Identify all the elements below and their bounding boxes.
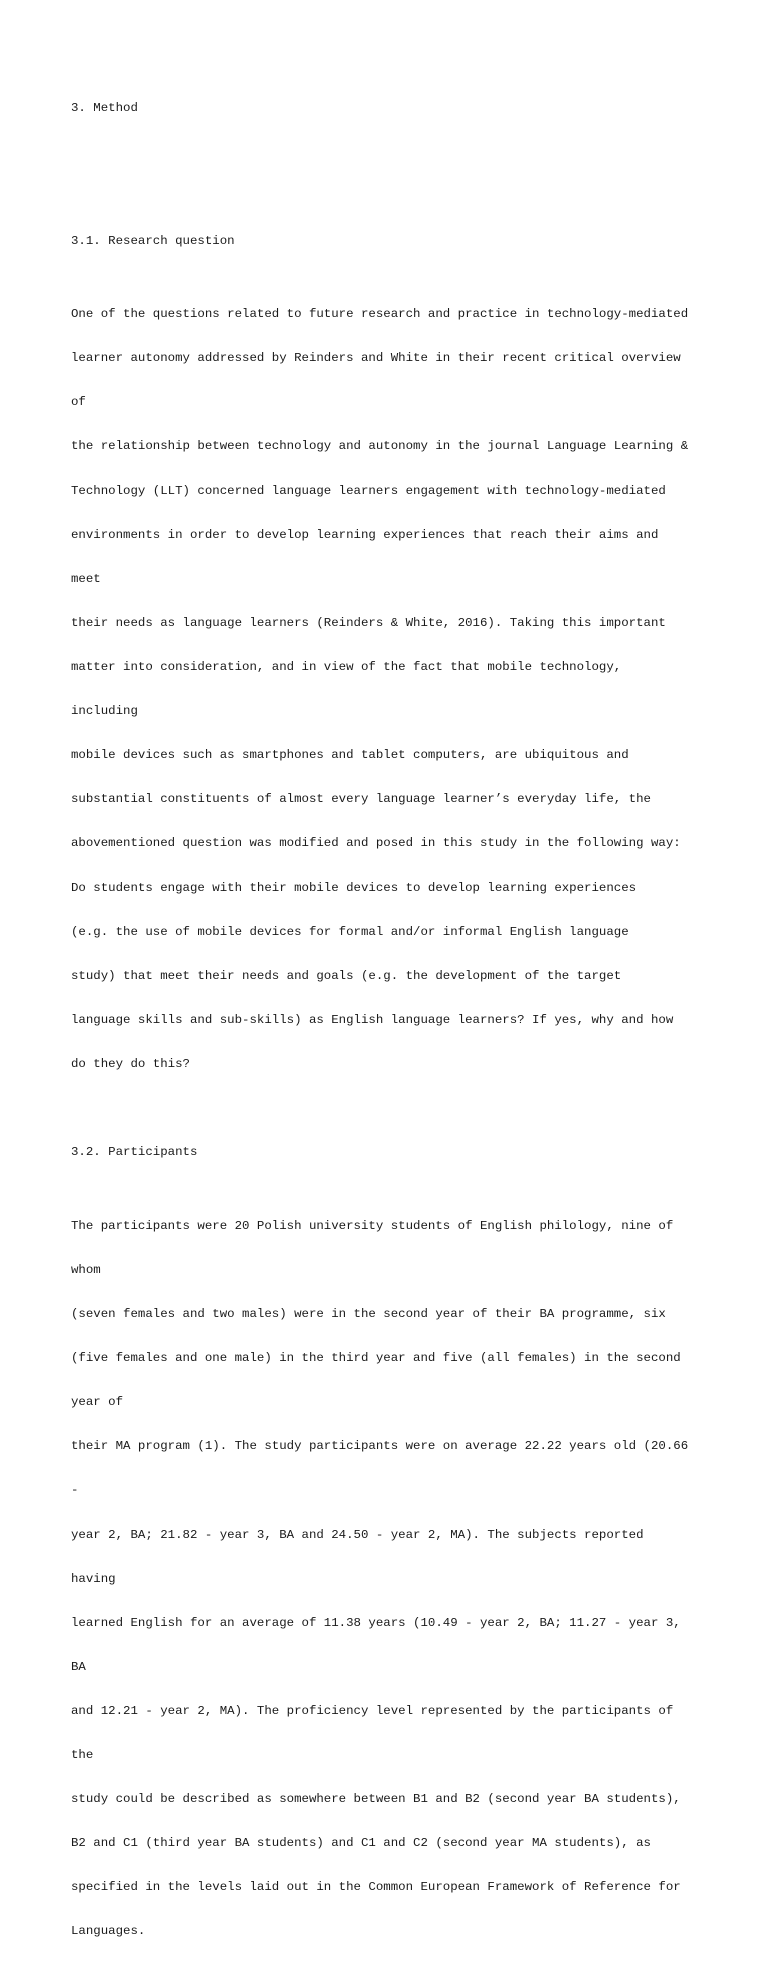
paragraph-line: Do students engage with their mobile devices to develop learning experiences [71, 880, 637, 895]
paragraph-line: year of [71, 1395, 124, 1410]
paragraph-line: substantial constituents of almost every language learner’s everyday life, the [71, 792, 651, 807]
paragraph-line: and 12.21 - year 2, MA). The proficiency level represented by the participants of [71, 1703, 674, 1718]
paragraph-line: including [71, 704, 138, 719]
section-spacer [71, 146, 711, 190]
subsection-2-title: 3.2. Participants [71, 1145, 198, 1160]
subsection-1-title: 3.1. Research question [71, 233, 235, 248]
paragraph-line: learner autonomy addressed by Reinders and White in their recent critical overview [71, 351, 681, 366]
paragraph-line: mobile devices such as smartphones and tablet computers, are ubiquitous and [71, 748, 629, 763]
paragraph-line: learned English for an average of 11.38 years (10.49 - year 2, BA; 11.27 - year 3, [71, 1615, 681, 1630]
paragraph-line: the [71, 1748, 94, 1763]
paragraph-line: do they do this? [71, 1057, 190, 1071]
paragraph-line: study could be described as somewhere between B1 and B2 (second year BA students), [71, 1792, 681, 1807]
subsection-2-body [71, 1189, 711, 1968]
paragraph-line: matter into consideration, and in view of the fact that mobile technology, [71, 660, 622, 675]
paragraph-line: (five females and one male) in the third year and five (all females) in the second [71, 1351, 681, 1366]
paragraph-line: abovementioned question was modified and posed in this study in the following way: [71, 836, 681, 851]
subsection-1-body [71, 278, 711, 1101]
paragraph-line: - [71, 1483, 79, 1498]
paragraph-line: B2 and C1 (third year BA students) and C1 and C2 (second year MA students), as [71, 1836, 651, 1851]
paragraph-line: The participants were 20 Polish university students of English philology, nine of [71, 1218, 674, 1233]
paragraph-line: having [71, 1571, 116, 1586]
paragraph-line: specified in the levels laid out in the Common European Framework of Reference for [71, 1880, 681, 1895]
paragraph-line: environments in order to develop learning experiences that reach their aims and [71, 527, 659, 542]
document-page [71, 72, 711, 1983]
paragraph-line: their needs as language learners (Reinders & White, 2016). Taking this important [71, 615, 666, 630]
section-title: 3. Method [71, 101, 138, 116]
paragraph-line: of [71, 395, 86, 410]
paragraph-line: (e.g. the use of mobile devices for formal and/or informal English language [71, 924, 629, 939]
paragraph-line: language skills and sub-skills) as English language learners? If yes, why and how [71, 1012, 674, 1027]
paragraph-line: BA [71, 1659, 86, 1674]
paragraph-line: the relationship between technology and autonomy in the journal Language Learning & [71, 439, 689, 454]
paragraph-line: Languages. [71, 1924, 146, 1939]
paragraph-line: One of the questions related to future research and practice in technology-mediated [71, 307, 689, 322]
paragraph-line: (seven females and two males) were in the second year of their BA programme, six [71, 1306, 666, 1321]
paragraph-line: whom [71, 1262, 101, 1277]
paragraph-line: Technology (LLT) concerned language learners engagement with technology-mediated [71, 483, 666, 498]
paragraph-line: meet [71, 571, 101, 586]
paragraph-line: study) that meet their needs and goals (e.g. the development of the target [71, 968, 622, 983]
paragraph-line: their MA program (1). The study participants were on average 22.22 years old (20.66 [71, 1439, 689, 1454]
paragraph-line: year 2, BA; 21.82 - year 3, BA and 24.50 - year 2, MA). The subjects reported [71, 1527, 644, 1542]
